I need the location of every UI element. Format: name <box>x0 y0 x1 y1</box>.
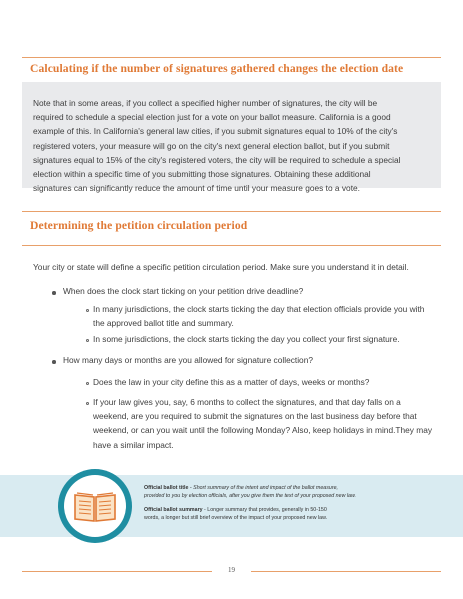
glossary-def-title-a: - Short summary of the intent and impact of the ballot measure, <box>188 485 339 491</box>
circulation-intro: Your city or state will define a specific petition circulation period. Make sure you understand it in detail. <box>33 262 409 272</box>
bullet-dot <box>52 291 56 295</box>
glossary-def-title-b: provided to you by election officials, after you give them the text of your proposed new law. <box>144 493 356 500</box>
glossary-term-summary: Official ballot summary <box>144 507 203 513</box>
section-title-signatures: Calculating if the number of signatures gathered changes the election date <box>30 62 404 75</box>
note-paragraph: Note that in some areas, if you collect a specified higher number of signatures, the city will be required to schedule a special election just for a vote on your ballot measure. California is a good example of this. In California's general law cities, if you submit signatures equal to 10% of the city's registered voters, your measure will go on the city's next general election ballot, but if you submit signatures equal to 15% of the city's registered voters, the city will be required to schedule a special election within a specific time of you submitting those signatures. Obtaining these additional signatures can significantly reduce the amount of time until your measure goes to a vote. <box>33 98 401 194</box>
glossary-def-summary-b: words, a longer but still brief overview of the impact of your proposed new law. <box>144 515 328 522</box>
book-icon <box>73 490 117 522</box>
sub-bullet-1-1: In many jurisdictions, the clock starts ticking the day that election officials provide you with the approved ballot title and summary. <box>93 304 425 329</box>
bullet-item-1: When does the clock start ticking on your petition drive deadline? <box>63 286 304 296</box>
sub-bullet-circle <box>86 339 89 342</box>
section-rule-mid-bottom <box>22 245 441 246</box>
glossary-entry-title <box>144 484 356 500</box>
glossary-term-title: Official ballot title <box>144 485 189 491</box>
bullet-dot <box>52 360 56 364</box>
section-rule-mid <box>22 211 441 212</box>
sub-bullet-2-1: Does the law in your city define this as a matter of days, weeks or months? <box>93 377 370 387</box>
glossary-def-summary-a: - Longer summary that provides, generally in 50-150 <box>202 507 327 513</box>
sub-bullet-2-2: If your law gives you, say, 6 months to collect the signatures, and that day falls on a weekend, are you required to submit the signatures on the last business day before that weekend, or can you wait until the following Monday? Also, keep holidays in mind.They may have a similar impact. <box>93 397 433 450</box>
bullet-item-2: How many days or months are you allowed for signature collection? <box>63 355 313 365</box>
sub-bullet-circle <box>86 309 89 312</box>
section-title-circulation: Determining the petition circulation period <box>30 219 248 232</box>
sub-bullet-1-2: In some jurisdictions, the clock starts ticking the day you collect your first signature. <box>93 334 400 344</box>
page-number: 19 <box>228 566 235 574</box>
sub-bullet-circle <box>86 402 89 405</box>
sub-bullet-circle <box>86 382 89 385</box>
glossary-entry-summary <box>144 506 327 522</box>
section-rule-top <box>22 57 441 58</box>
